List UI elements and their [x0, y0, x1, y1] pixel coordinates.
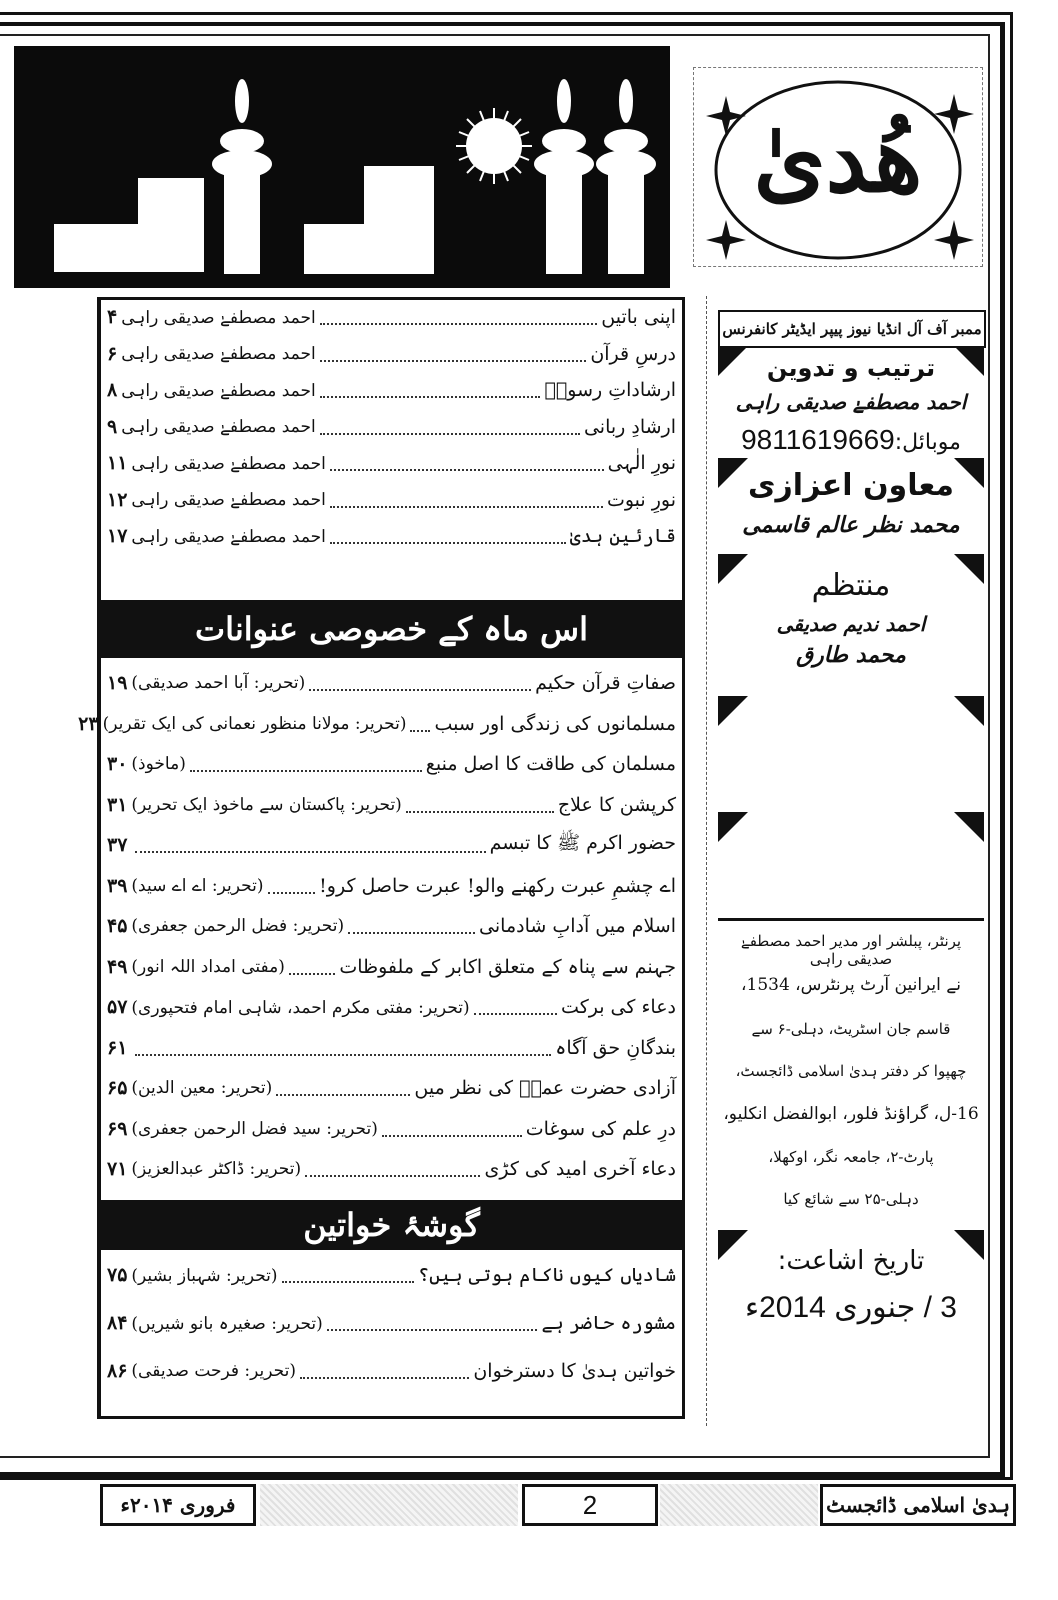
footer-magazine-name: ہدیٰ اسلامی ڈائجسٹ	[820, 1484, 1016, 1526]
toc-entry	[107, 412, 676, 442]
toc-entry-author: (ماخوذ)	[131, 754, 186, 774]
toc-entry-title: آزادی حضرت عمرؓ کی نظر میں	[414, 1077, 676, 1099]
toc-leader-dots	[289, 959, 335, 975]
toc-entry-page: ۶۹	[107, 1117, 128, 1140]
footer-texture	[660, 1484, 818, 1526]
imprint-line: 16-ل، گراؤنڈ فلور، ابوالفضل انکلیو،	[723, 1104, 979, 1124]
toc-entry	[107, 375, 676, 405]
toc-entry-page: ۵۷	[107, 996, 128, 1018]
toc-entry-page: ۷۵	[107, 1264, 128, 1286]
toc-leader-dots	[410, 716, 430, 732]
toc-entry-page: ۳۱	[107, 793, 128, 816]
toc-leader-dots	[320, 309, 598, 325]
toc-entry	[107, 1154, 676, 1184]
toc-entry-page: ۳۰	[107, 753, 128, 775]
toc-entry	[107, 871, 676, 901]
candle-icon	[596, 79, 656, 274]
toc-leader-dots	[282, 1267, 414, 1283]
toc-entry-title: جہنم سے پناہ کے متعلق اکابر کے ملفوظات	[339, 955, 676, 978]
toc-entry	[107, 668, 676, 698]
toc-entry-author: (تحریر: صغیرہ بانو شیریں)	[131, 1313, 323, 1334]
toc-entry-title: صفاتِ قرآن حکیم	[535, 672, 676, 694]
toc-leader-dots	[330, 528, 566, 544]
masthead-artwork	[14, 46, 670, 288]
toc-leader-dots	[320, 382, 541, 398]
bevel-divider	[718, 812, 984, 842]
toc-entry-page: ۱۷	[107, 525, 128, 547]
toc-entry-author: احمد مصطفےٰ صدیقی راہی	[121, 417, 316, 437]
toc-entry-title: اے چشمِ عبرت رکھنے والو! عبرت حاصل کرو!	[319, 874, 676, 897]
toc-entry-title: نورِ نبوت	[606, 488, 676, 511]
editorial-sidebar	[706, 296, 988, 1426]
publication-label: تاریخ اشاعت:	[777, 1246, 925, 1276]
toc-entry-page: ۴۵	[107, 915, 128, 937]
toc-entry	[107, 1073, 676, 1103]
toc-entry-author: (تحریر: معین الدین)	[131, 1078, 273, 1098]
footer-issue-date: فروری ۲۰۱۴ء	[100, 1484, 256, 1526]
toc-entry-title: مسلمان کی طاقت کا اصل منبع	[425, 753, 676, 775]
toc-entry-page: ۶۱	[107, 1036, 128, 1059]
toc-entry	[107, 339, 676, 369]
toc-leader-dots	[406, 797, 554, 813]
imprint-line: نے ایرانین آرٹ پرنٹرس، 1534،	[741, 975, 961, 995]
imprint-line: چھپوا کر دفتر ہدیٰ اسلامی ڈائجسٹ،	[735, 1062, 967, 1080]
toc-entry	[107, 1114, 676, 1144]
toc-entry-author: (تحریر: آبا احمد صدیقی)	[131, 673, 306, 693]
honorary-heading: معاون اعزازی	[748, 468, 954, 503]
toc-entry-author: (تحریر: پاکستان سے ماخوذ ایک تحریر)	[131, 795, 402, 815]
toc-entry-page: ۹	[107, 415, 118, 438]
sidebar-divider	[706, 296, 708, 1426]
toc-entry-title: حضور اکرم ﷺ کا تبسم	[489, 832, 676, 854]
manager-name: احمد ندیم صدیقی	[776, 612, 926, 636]
toc-entry	[107, 830, 676, 860]
footer-texture	[260, 1484, 518, 1526]
toc-entry-page: ۸۴	[107, 1312, 128, 1334]
toc-leader-dots	[305, 1161, 480, 1177]
toc-leader-dots	[135, 1040, 551, 1056]
toc-entry-author: (مفتی امداد اللہ انور)	[131, 957, 285, 977]
toc-leader-dots	[135, 837, 485, 853]
toc-entry-author: احمد مصطفےٰ صدیقی راہی	[131, 453, 326, 474]
toc-entry-title: درِ علم کی سوغات	[525, 1117, 676, 1140]
manager-heading: منتظم	[811, 568, 891, 603]
toc-entry	[107, 1308, 676, 1338]
toc-entry-title: ارشادِ ربانی	[583, 415, 676, 438]
toc-entry-author: (تحریر: مولانا منظور نعمانی کی ایک تقریر)	[102, 713, 407, 734]
manager-name: محمد طارق	[796, 642, 906, 668]
logo-text: هُدیٰ	[753, 105, 923, 213]
toc-leader-dots	[382, 1121, 522, 1137]
toc-entry-author: (تحریر: اے اے سید)	[131, 876, 264, 896]
toc-entry-page: ۶	[107, 342, 118, 365]
candle-icon	[534, 79, 594, 274]
toc-leader-dots	[474, 999, 557, 1015]
toc-entry-page: ۸۶	[107, 1360, 128, 1382]
toc-entry-author: (تحریر: مفتی مکرم احمد، شاہی امام فتحپوری)	[131, 997, 470, 1018]
honorary-name: محمد نظر عالم قاسمی	[742, 512, 960, 538]
toc-entry	[107, 790, 676, 820]
toc-entry-title: دعاء آخری امید کی کڑی	[484, 1158, 676, 1180]
toc-entry-page: ۴	[107, 306, 118, 328]
toc-entry-title: خواتین ہدیٰ کا دسترخوان	[473, 1360, 676, 1382]
toc-entry-title: مسلمانوں کی زندگی اور سبب	[434, 712, 676, 735]
toc-entry-page: ۱۹	[107, 672, 128, 694]
toc-leader-dots	[276, 1080, 410, 1096]
toc-entry-title: قارئین ہدیٰ	[569, 525, 676, 547]
toc-leader-dots	[268, 878, 316, 894]
toc-entry	[107, 485, 676, 515]
toc-entry	[107, 952, 676, 982]
star-icon	[706, 220, 746, 260]
section-heading-special: اس ماہ کے خصوصی عنوانات	[101, 600, 682, 658]
toc-leader-dots	[309, 675, 531, 691]
mobile-number: 9811619669	[741, 424, 895, 455]
membership-banner: ممبر آف آل انڈیا نیوز پیپر ایڈیٹر کانفرنس	[718, 310, 986, 348]
toc-entry-author: (تحریر: سید فضل الرحمن جعفری)	[131, 1118, 378, 1139]
toc-entry-author: (تحریر: شہباز بشیر)	[131, 1265, 278, 1286]
toc-entry-author: احمد مصطفےٰ صدیقی راہی	[121, 344, 316, 364]
toc-leader-dots	[320, 346, 587, 362]
toc-entry-title: دعاء کی برکت	[561, 996, 676, 1018]
toc-entry-page: ۱۲	[107, 488, 128, 511]
candle-icon	[212, 79, 272, 274]
publication-date: 3 / جنوری 2014ء	[745, 1291, 957, 1324]
section-heading-women: گوشۂ خواتین	[101, 1200, 682, 1250]
imprint-rule	[718, 918, 984, 921]
toc-entry-author: احمد مصطفےٰ صدیقی راہی	[121, 307, 316, 328]
compiler-name: احمد مصطفےٰ صدیقی راہی	[735, 390, 967, 414]
logo-box	[693, 67, 983, 267]
toc-entry-title: ارشاداتِ رسولؐ	[544, 379, 676, 401]
toc-entry-title: درسِ قرآن	[590, 342, 676, 365]
toc-entry-page: ۷۱	[107, 1158, 128, 1180]
toc-entry-author: (تحریر: ڈاکٹر عبدالعزیز)	[131, 1159, 302, 1179]
toc-leader-dots	[330, 492, 603, 508]
toc-leader-dots	[327, 1315, 538, 1331]
imprint-line: پارٹ-۲، جامعہ نگر، اوکھلا،	[768, 1148, 934, 1166]
compilation-heading: ترتیب و تدوین	[766, 354, 936, 382]
page-number: 2	[522, 1484, 658, 1526]
toc-entry	[107, 992, 676, 1022]
toc-entry-title: مشورہ حاضر ہے	[541, 1312, 676, 1334]
toc-entry-page: ۴۹	[107, 955, 128, 978]
toc-entry-title: شادیاں کیوں ناکام ہوتی ہیں؟	[418, 1264, 676, 1286]
sun-icon	[456, 108, 532, 184]
toc-entry-page: ۲۳	[78, 712, 99, 735]
toc-entry-title: نورِ الٰہی	[607, 452, 676, 474]
toc-entry-page: ۳۹	[107, 874, 128, 897]
toc-entry	[107, 1356, 676, 1386]
toc-entry-page: ۶۵	[107, 1077, 128, 1099]
toc-entry-title: اپنی باتیں	[601, 306, 676, 328]
bevel-divider	[718, 696, 984, 726]
imprint-line: قاسم جان اسٹریٹ، دہلی-۶ سے	[751, 1020, 951, 1038]
toc-entry-title: بندگانِ حق آگاہ	[555, 1036, 676, 1059]
toc-entry-title: کرپشن کا علاج	[557, 793, 676, 816]
toc-leader-dots	[348, 918, 475, 934]
imprint-line: دہلی-۲۵ سے شائع کیا	[783, 1190, 919, 1208]
toc-entry-author: (تحریر: فضل الرحمن جعفری)	[131, 916, 345, 936]
toc-entry-author: (تحریر: فرحت صدیقی)	[131, 1361, 296, 1381]
toc-leader-dots	[300, 1363, 469, 1379]
toc-entry-page: ۱۱	[107, 452, 128, 474]
toc-entry-page: ۸	[107, 379, 118, 401]
imprint-line: پرنٹر، پبلشر اور مدیر احمد مصطفےٰ صدیقی راہی	[740, 932, 962, 968]
toc-entry-title: اسلام میں آدابِ شادمانی	[479, 915, 676, 937]
toc-entry	[107, 749, 676, 779]
star-icon	[934, 220, 974, 260]
toc-entry	[107, 911, 676, 941]
masthead-banner	[14, 46, 670, 288]
toc-entry	[78, 709, 676, 739]
toc-entry-page: ۳۷	[107, 834, 128, 856]
toc-entry	[107, 521, 676, 551]
toc-entry-author: احمد مصطفےٰ صدیقی راہی	[121, 380, 316, 401]
toc-leader-dots	[320, 419, 580, 435]
mobile-line	[718, 424, 984, 456]
table-of-contents	[78, 297, 685, 1419]
toc-entry	[107, 1260, 676, 1290]
toc-leader-dots	[330, 455, 604, 471]
toc-entry	[107, 302, 676, 332]
toc-entry-author: احمد مصطفےٰ صدیقی راہی	[131, 526, 326, 547]
toc-entry-author: احمد مصطفےٰ صدیقی راہی	[131, 490, 326, 510]
toc-leader-dots	[190, 756, 422, 772]
mobile-label: موبائل:	[894, 430, 961, 455]
toc-entry	[107, 448, 676, 478]
toc-entry	[107, 1033, 676, 1063]
